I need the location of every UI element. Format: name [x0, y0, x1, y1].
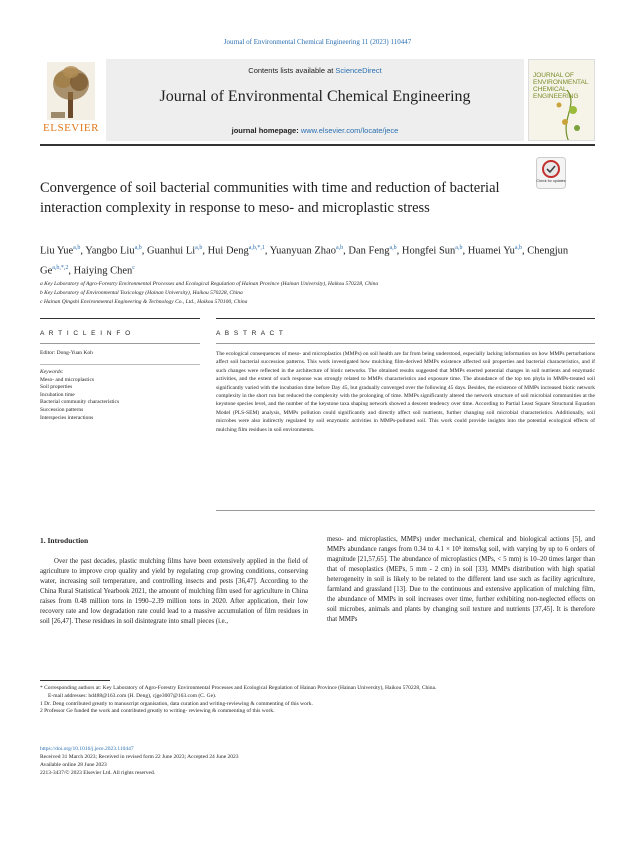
- keywords-block: [40, 369, 119, 422]
- cover-line: JOURNAL OF: [533, 72, 574, 79]
- header-rule: [40, 144, 595, 146]
- homepage-prefix: journal homepage:: [231, 126, 301, 135]
- author-affiliation-mark: a,b: [335, 245, 344, 251]
- homepage-link[interactable]: www.elsevier.com/locate/jece: [300, 126, 399, 135]
- author-name: Yuanyuan Zhao: [269, 245, 336, 257]
- author-affiliation-mark: a,b,*,2: [52, 264, 69, 271]
- received-dates: Received 31 March 2023; Received in revised form 22 June 2023; Accepted 24 June 2023: [40, 754, 239, 760]
- footnote: 1 Dr. Deng contributed greatly to manuscript organisation, data curation and writing-reviewing & commenting of this work.: [40, 700, 313, 707]
- author-name: Liu Yue: [40, 245, 74, 257]
- author-name: Huamei Yu: [467, 245, 515, 257]
- footnote-rule: [40, 680, 110, 681]
- keyword: Soil properties: [40, 384, 73, 391]
- author-affiliation-mark: a,b: [73, 245, 81, 251]
- divider: [40, 364, 200, 365]
- abstract-body: The ecological consequences of meso- and microplastics (MMPs) on soil health are far from being understood, especially lacking information on how MMPs perturbations affect soil bacterial succession patterns. This work investigated how mulching film-derived MMPs existence affected soil properties and bacterial characteristics, and if such changes were reflected in the architecture of biotic networks. The obtained results suggested that MMPs exerted potential changes in soil nutrients and enzymatic activities, and the extent of such response was strongly related to MMPs characteristics and exposure time. The abundance of the top ten phyla in MMPs-treated soil significantly varied with the incubation time before Day 45, but gradually converged over the following 45 days. Besides, the existence of MMPs increased biotic network complexity in the short run but reduced the complexity with the prolonging of time. MMPs significantly altered the network structure of soil microbial communities at the keystone species level, and the number of the keystone taxa shaping network showed a descent tendency over time. According to Partial Least Square Structural Equation Model (PLS-SEM) analysis, MMPs pollution could significantly and directly affect soil nutrients, further changing soil microbial characteristics. Additionally, soil microbes were also indirectly regulated by soil enzymatic activities in MMPs-polluted soil. This work could provide insights into the potential ecological effects of mulching film residues in soil environments.: [216, 351, 595, 433]
- editor-line: Editor: Dong-Yuan Koh: [40, 350, 93, 356]
- author-affiliation-mark: a,b: [195, 245, 203, 251]
- footnotes: [40, 685, 595, 716]
- abstract-heading: A B S T R A C T: [216, 330, 285, 337]
- footnote: * Corresponding authors at: Key Laboratory of Agro-Forestry Environmental Processes and Ecological Regulation of Hainan Province (Hainan University), Haikou 570228, China.: [40, 685, 437, 691]
- divider: [216, 343, 595, 344]
- contents-prefix: Contents lists available at: [248, 66, 336, 75]
- article-info-heading: A R T I C L E I N F O: [40, 330, 132, 337]
- doi-link[interactable]: https://doi.org/10.1016/j.jece.2023.110447: [40, 746, 134, 752]
- article-meta: [40, 745, 595, 777]
- divider: [40, 318, 200, 319]
- author-affiliation-mark: a,b: [455, 245, 463, 251]
- cover-line: CHEMICAL: [533, 86, 567, 93]
- affiliation: b Key Laboratory of Environmental Toxicology (Hainan University), Haikou 570228, China: [40, 290, 243, 296]
- contents-line: [106, 66, 524, 75]
- author-affiliation-mark: a,b,*,1: [248, 245, 265, 251]
- cover-line: ENGINEERING: [533, 93, 579, 100]
- check-for-updates-label: Check for updates: [536, 179, 566, 183]
- elsevier-wordmark: ELSEVIER: [43, 122, 99, 134]
- author-name: Yangbo Liu: [85, 245, 135, 257]
- author-affiliation-mark: a,b: [134, 245, 142, 251]
- author-name: Dan Feng: [348, 245, 390, 257]
- elsevier-tree-icon: [47, 62, 95, 120]
- divider: [216, 510, 595, 511]
- author-list: Liu Yue$^{a,b}$, Yangbo Liu$^{a,b}$, Guanhui Li$^{a,b}$, Hui Deng$^{a,b,*,1}$, Yuanyuan Zhao$^{a,b}$, Dan Feng$^{a,b}$, Hongfei Sun$^{a,b}$, Huamei Yu$^{a,b}$, Chengjun $Ge^{a,b,*,2}$, Haiying Chen$^c$: [40, 245, 569, 276]
- paper-title: Convergence of soil bacterial communities with time and reduction of bacterial interaction complexity in response to meso- and microplastic stress: [40, 180, 500, 216]
- keyword: Interspecies interactions: [40, 414, 94, 421]
- copyright: 2213-3437/© 2023 Elsevier Ltd. All rights reserved.: [40, 770, 156, 776]
- journal-citation[interactable]: Journal of Environmental Chemical Engineering 11 (2023) 110447: [223, 38, 412, 46]
- keyword: Bacterial community characteristics: [40, 399, 120, 406]
- affiliation: c Hainan Qingshi Environmental Engineering & Technology Co., Ltd., Haikou 570100, China: [40, 299, 248, 305]
- keywords-label: Keywords:: [40, 369, 64, 375]
- author-affiliation-mark: c: [132, 264, 135, 271]
- keyword: Meso- and microplastics: [40, 376, 95, 383]
- author-name: Hui Deng: [207, 245, 249, 257]
- cover-title: [533, 72, 589, 100]
- keyword: Incubation time: [40, 391, 75, 398]
- check-for-updates-icon[interactable]: [536, 157, 566, 189]
- sciencedirect-link[interactable]: ScienceDirect: [335, 66, 382, 75]
- author-name: Guanhui Li: [147, 245, 196, 257]
- cover-line: ENVIRONMENTAL: [533, 79, 589, 86]
- journal-title: Journal of Environmental Chemical Engineering: [159, 88, 471, 105]
- author-name: Hongfei Sun: [401, 245, 456, 257]
- affiliation: a Key Laboratory of Agro-Forestry Environmental Processes and Ecological Regulation of Hainan Province (Hainan University), Haikou 570228, China: [40, 281, 379, 287]
- available-online: Available online 28 June 2023: [40, 762, 107, 768]
- affiliations: [40, 280, 595, 307]
- intro-right-column: meso- and microplastics, MMPs) under mechanical, chemical and biological actions [5], and MMPs abundance ranges from 0.34 to 4.1 × 10⁵ items/kg soil, with varying by up to 6 orders of magnitude [21,57,65]. The abundance of microplastics (MPs, < 5 mm) is 10–20 times larger than that of mesoplastics (MEPs, 5 mm - 2 cm) in soil [33]. MMPs distribution with high spatial heterogeneity in soil is likely to be related to the different land use such as facility agriculture, farmland and grassland [13]. Due to the continuous and extensive application of mulching film, the abundance of MMPs in soil increases over time, further exhibiting non-neglected effects on soil microbes, animals and plants by changing soil texture and nutrients [37,45]. It is therefore that MMPs: [327, 536, 595, 624]
- keyword: Succession patterns: [40, 406, 84, 413]
- homepage-line: [106, 126, 524, 135]
- divider: [216, 318, 595, 319]
- author-name: Chengjun Ge: [40, 245, 569, 276]
- author-name: Haiying Chen: [73, 265, 133, 276]
- author-affiliation-mark: a,b: [389, 245, 397, 251]
- author-affiliation-mark: a,b: [514, 245, 523, 251]
- divider: [40, 343, 200, 344]
- footnote: 2 Professor Ge funded the work and contributed greatly to writing- reviewing & commenting of this work.: [40, 708, 275, 715]
- footnote: E-mail addresses: hd488@163.com (H. Deng), cjge3007@163.com (C. Ge).: [48, 692, 217, 699]
- section-heading-introduction: 1. Introduction: [40, 536, 89, 545]
- intro-left-column: Over the past decades, plastic mulching films have been extensively applied in the field of agriculture to improve crop quality and yield by regulating crop growing conditions, conserving water, increasing soil temperature, and controlling insects and pests [36,47]. According to the China Rural Statistical Yearbook 2021, the amount of mulching film used for agriculture in China raises from 0.48 million tons in 1990–2.39 million tons in 2020. After application, their low recovery rate and low degradation rate could lead to a massive accumulation of film residues in soil [26,47]. These residues in soil disintegrate into small pieces (i.e.,: [40, 558, 308, 626]
